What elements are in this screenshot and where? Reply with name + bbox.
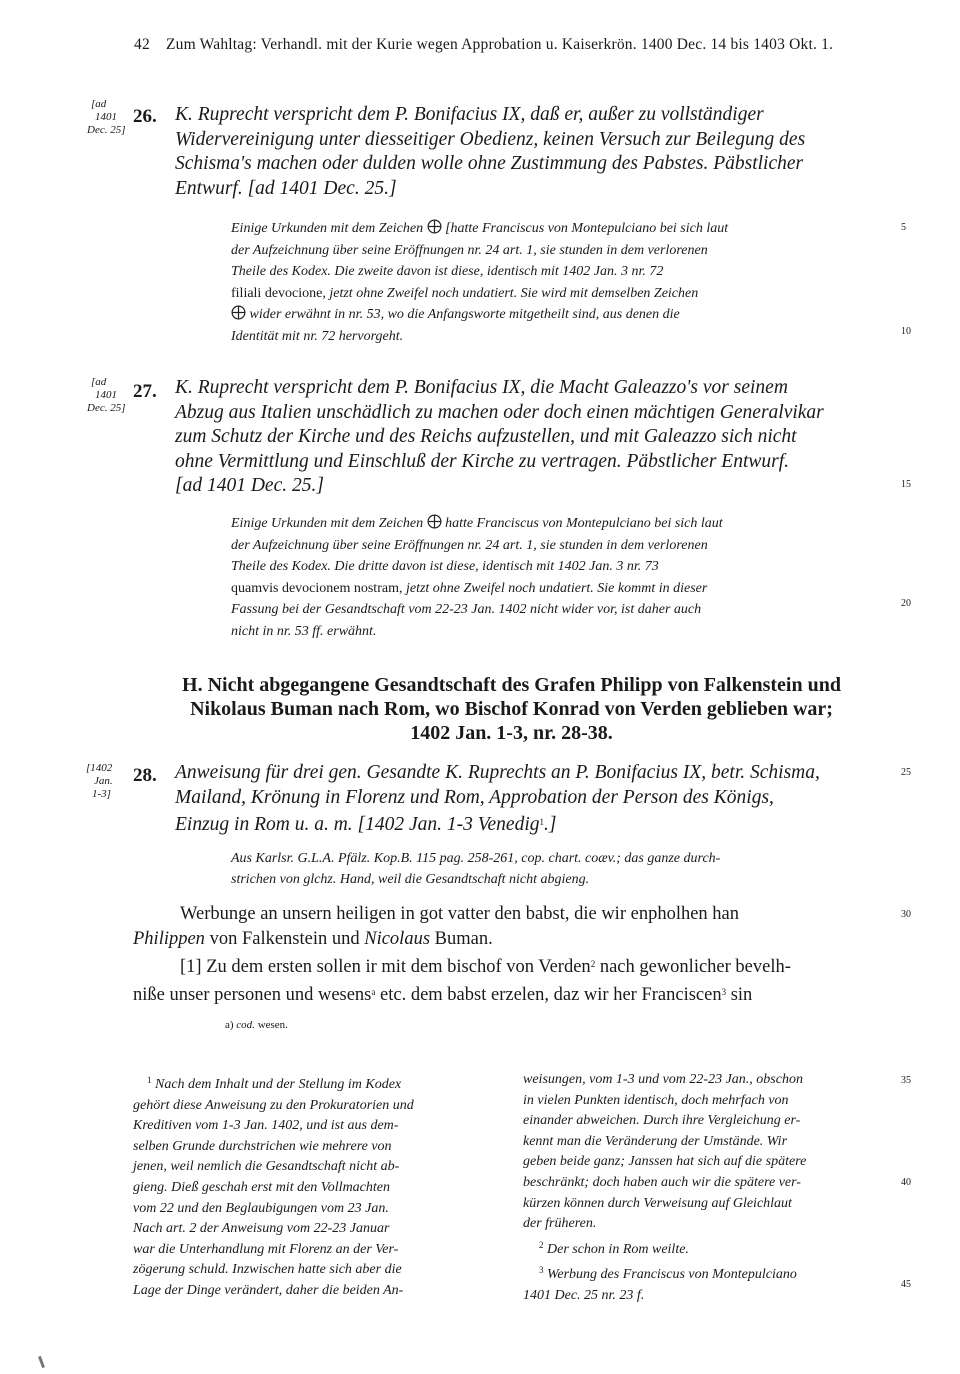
margin-date-line: [ad bbox=[91, 98, 107, 110]
section-heading-line: 1402 Jan. 1-3, nr. 28-38. bbox=[410, 722, 613, 744]
body-text-span: niße unser personen und wesens bbox=[133, 985, 372, 1005]
title-text: .] bbox=[544, 814, 557, 835]
running-title: Zum Wahltag: Verhandl. mit der Kurie wegen Approbation u. Kaiserkrön. 1400 Dec. 14 bis 1403 Okt. 1. bbox=[165, 36, 834, 53]
section-heading-line: Nikolaus Buman nach Rom, wo Bischof Konrad von Verden geblieben war; bbox=[190, 698, 833, 720]
body-text-span: sin bbox=[726, 985, 753, 1005]
note-line: der Aufzeichnung über seine Eröffnungen nr. 24 art. 1, sie stunden in dem verlorenen bbox=[231, 537, 708, 553]
footnote-line: jenen, weil nemlich die Gesandtschaft nicht ab- bbox=[133, 1159, 400, 1175]
entry-27-number: 27. bbox=[133, 381, 157, 402]
body-text-span: von Falkenstein und bbox=[204, 929, 365, 949]
section-heading bbox=[133, 673, 890, 745]
cross-circle-icon bbox=[427, 514, 442, 529]
title-line: Anweisung für drei gen. Gesandte K. Ruprechts an P. Bonifacius IX, betr. Schisma, bbox=[175, 762, 820, 783]
footnote-line: vom 22 und den Beglaubigungen vom 23 Jan. bbox=[133, 1200, 389, 1216]
note-line: Theile des Kodex. Die zweite davon ist diese, identisch mit 1402 Jan. 3 nr. 72 bbox=[231, 264, 664, 279]
entry-27-margin-date bbox=[87, 376, 126, 415]
title-line: ohne Vermittlung und Einschluß der Kirche zu vertragen. Päbstlicher Entwurf. bbox=[175, 450, 790, 472]
title-text: Einzug in Rom u. a. m. [1402 Jan. 1-3 Venedig bbox=[175, 814, 540, 835]
footnote-line bbox=[523, 1235, 889, 1261]
entry-28-source bbox=[231, 848, 890, 890]
footnote-line: der früheren. bbox=[523, 1216, 597, 1232]
apparatus-text: wesen. bbox=[254, 1019, 288, 1031]
note-text: Einige Urkunden mit dem Zeichen bbox=[231, 516, 424, 531]
body-line: Werbunge an unsern heiligen in got vatter den babst, die wir enpholhen han bbox=[180, 904, 740, 924]
source-line: strichen von glchz. Hand, weil die Gesandtschaft nicht abgieng. bbox=[231, 872, 590, 887]
margin-date-line: Jan. bbox=[94, 775, 113, 787]
entry-27-title bbox=[175, 376, 892, 499]
note-line bbox=[231, 513, 890, 535]
body-text bbox=[133, 902, 890, 1008]
source-line: Aus Karlsr. G.L.A. Pfälz. Kop.B. 115 pag. 258-261, cop. chart. coæv.; das ganze durch- bbox=[231, 851, 721, 866]
footnote-ref[interactable]: 3 bbox=[721, 987, 727, 997]
note-text: jetzt ohne Zweifel noch undatiert. Sie wird mit demselben Zeichen bbox=[329, 285, 699, 301]
note-line: der Aufzeichnung über seine Eröffnungen nr. 24 art. 1, sie stunden in dem verlorenen bbox=[231, 242, 708, 258]
footnote-line: beschränkt; doch haben auch wir die spätere ver- bbox=[523, 1174, 801, 1190]
footnote-line: war die Unterhandlung mit Florenz an der Ver- bbox=[133, 1241, 399, 1257]
line-number: 30 bbox=[901, 909, 911, 920]
footnote-line: gieng. Dieß geschah erst mit den Vollmachten bbox=[133, 1179, 391, 1195]
line-number: 45 bbox=[901, 1279, 911, 1290]
line-number: 25 bbox=[901, 767, 911, 778]
footnote-mark: 1 bbox=[147, 1075, 152, 1085]
entry-26-number: 26. bbox=[133, 106, 157, 127]
body-line bbox=[133, 927, 890, 952]
note-text: hatte Franciscus von Montepulciano bei sich laut bbox=[445, 516, 723, 531]
note-line: Theile des Kodex. Die dritte davon ist diese, identisch mit 1402 Jan. 3 nr. 73 bbox=[231, 559, 659, 574]
title-line: Mailand, Krönung in Florenz und Rom, Approbation der Person des Königs, bbox=[175, 786, 774, 808]
footnote-text: Werbung des Franciscus von Montepulciano bbox=[547, 1267, 797, 1283]
body-name: Philippen bbox=[133, 929, 205, 949]
section-heading-line: H. Nicht abgegangene Gesandtschaft des Grafen Philipp von Falkenstein und bbox=[182, 674, 841, 696]
footnote-line: Kreditiven vom 1-3 Jan. 1402, und ist aus dem- bbox=[133, 1118, 399, 1134]
body-line bbox=[133, 952, 890, 980]
margin-date-line: [1402 bbox=[86, 762, 113, 774]
entry-28-number: 28. bbox=[133, 765, 157, 786]
apparatus-ref[interactable]: a bbox=[371, 987, 376, 997]
entry-26-margin-date bbox=[87, 98, 126, 137]
apparatus-label: a) bbox=[225, 1019, 234, 1031]
line-number: 15 bbox=[901, 479, 911, 490]
body-text-span: Zu dem ersten sollen ir mit dem bischof von Verden bbox=[201, 957, 591, 977]
margin-date-line: Dec. 25] bbox=[87, 124, 126, 136]
note-line bbox=[231, 283, 890, 305]
footnote-line bbox=[523, 1260, 889, 1286]
footnote-ref[interactable]: 2 bbox=[590, 959, 596, 969]
title-line: Schisma's machen oder dulden wolle ohne Zustimmung des Pabstes. Päbstlicher bbox=[175, 153, 804, 174]
line-number: 20 bbox=[901, 598, 911, 609]
note-line bbox=[231, 304, 890, 326]
entry-28-title bbox=[175, 761, 892, 838]
entry-26-title bbox=[175, 103, 892, 201]
footnote-mark: 2 bbox=[539, 1239, 544, 1250]
quoted-incipit: quamvis devocionem nostram, bbox=[231, 580, 403, 596]
entry-28-margin-date bbox=[86, 762, 113, 801]
margin-date-line: 1401 bbox=[95, 111, 117, 123]
footnotes-right-column bbox=[523, 1070, 889, 1307]
margin-date-line: [ad bbox=[91, 376, 107, 388]
footnote-line: Nach art. 2 der Anweisung vom 22-23 Januar bbox=[133, 1221, 390, 1237]
footnote-line: zögerung schuld. Inzwischen hatte sich aber die bbox=[133, 1262, 402, 1278]
footnote-ref[interactable]: 1 bbox=[539, 817, 545, 827]
footnote-line: 1401 Dec. 25 nr. 23 f. bbox=[523, 1287, 645, 1303]
cross-circle-icon bbox=[231, 305, 246, 320]
footnote-line: geben beide ganz; Janssen hat sich auf die spätere bbox=[523, 1154, 807, 1170]
title-line: K. Ruprecht verspricht dem P. Bonifacius IX, daß er, außer zu vollständiger bbox=[175, 104, 764, 125]
quoted-incipit: filiali devocione, bbox=[231, 285, 326, 301]
footnote-line bbox=[133, 1070, 498, 1096]
apparatus-note bbox=[225, 1019, 288, 1031]
footnote-line: in vielen Punkten identisch, doch mehrfach von bbox=[523, 1092, 789, 1108]
margin-date-line: 1-3] bbox=[92, 788, 111, 800]
body-text-span: nach gewonlicher bevelh- bbox=[595, 957, 791, 977]
margin-date-line: 1401 bbox=[95, 389, 117, 401]
entry-26-note bbox=[231, 218, 890, 347]
footnote-line: kennt man die Veränderung der Umstände. Wir bbox=[523, 1133, 788, 1149]
footnotes-left-column bbox=[133, 1070, 498, 1302]
page-number: 42 bbox=[134, 36, 150, 53]
body-name: Nicolaus bbox=[364, 929, 431, 949]
footnote-line: gehört diese Anweisung zu den Prokuratorien und bbox=[133, 1097, 414, 1113]
title-line: Entwurf. [ad 1401 Dec. 25.] bbox=[175, 177, 397, 199]
body-line bbox=[133, 980, 890, 1008]
note-text: wider erwähnt in nr. 53, wo die Anfangsworte mitgetheilt sind, aus denen die bbox=[249, 307, 680, 322]
cross-circle-icon bbox=[427, 219, 442, 234]
apparatus-abbrev: cod. bbox=[236, 1019, 255, 1031]
title-line: Widervereinigung unter diesseitiger Obedienz, keinen Versuch zur Beilegung des bbox=[175, 128, 806, 150]
margin-date-line: Dec. 25] bbox=[87, 402, 126, 414]
note-line: nicht in nr. 53 ff. erwähnt. bbox=[231, 623, 377, 639]
scan-speck bbox=[38, 1356, 45, 1368]
note-text: [hatte Franciscus von Montepulciano bei sich laut bbox=[445, 221, 729, 236]
note-line: Fassung bei der Gesandtschaft vom 22-23 Jan. 1402 nicht wider vor, ist daher auch bbox=[231, 602, 702, 617]
title-line: K. Ruprecht verspricht dem P. Bonifacius IX, die Macht Galeazzo's vor seinem bbox=[175, 377, 788, 398]
title-line: Abzug aus Italien unschädlich zu machen oder doch einen mächtigen Generalvikar bbox=[175, 401, 824, 423]
footnote-line: Lage der Dinge verändert, daher die beiden An- bbox=[133, 1282, 404, 1298]
note-text: Einige Urkunden mit dem Zeichen bbox=[231, 221, 424, 236]
footnote-line: weisungen, vom 1-3 und vom 22-23 Jan., obschon bbox=[523, 1072, 803, 1087]
running-header bbox=[134, 36, 833, 54]
note-line: Identität mit nr. 72 hervorgeht. bbox=[231, 328, 404, 344]
note-text: jetzt ohne Zweifel noch undatiert. Sie kommt in dieser bbox=[405, 580, 708, 596]
footnote-text: Der schon in Rom weilte. bbox=[547, 1241, 689, 1257]
article-number: [1] bbox=[180, 957, 202, 977]
title-line bbox=[175, 810, 892, 838]
note-line bbox=[231, 218, 890, 240]
footnote-line: kürzen können durch Verweisung auf Gleichlaut bbox=[523, 1195, 792, 1211]
line-number: 10 bbox=[901, 326, 911, 337]
footnote-line: einander abweichen. Durch ihre Vergleichung er- bbox=[523, 1113, 801, 1129]
line-number: 5 bbox=[901, 222, 906, 233]
line-number: 40 bbox=[901, 1177, 911, 1188]
line-number: 35 bbox=[901, 1075, 911, 1086]
footnote-line: selben Grunde durchstrichen wie mehrere von bbox=[133, 1138, 392, 1154]
note-line bbox=[231, 578, 890, 600]
footnote-mark: 3 bbox=[539, 1265, 544, 1276]
title-line: zum Schutz der Kirche und des Reichs aufzustellen, und mit Galeazzo sich nicht bbox=[175, 426, 797, 447]
footnote-text: Nach dem Inhalt und der Stellung im Kodex bbox=[155, 1077, 402, 1092]
body-text-span: Buman. bbox=[430, 929, 493, 949]
entry-27-note bbox=[231, 513, 890, 642]
body-text-span: etc. dem babst erzelen, daz wir her Franciscen bbox=[375, 985, 722, 1005]
title-line: [ad 1401 Dec. 25.] bbox=[175, 475, 324, 496]
